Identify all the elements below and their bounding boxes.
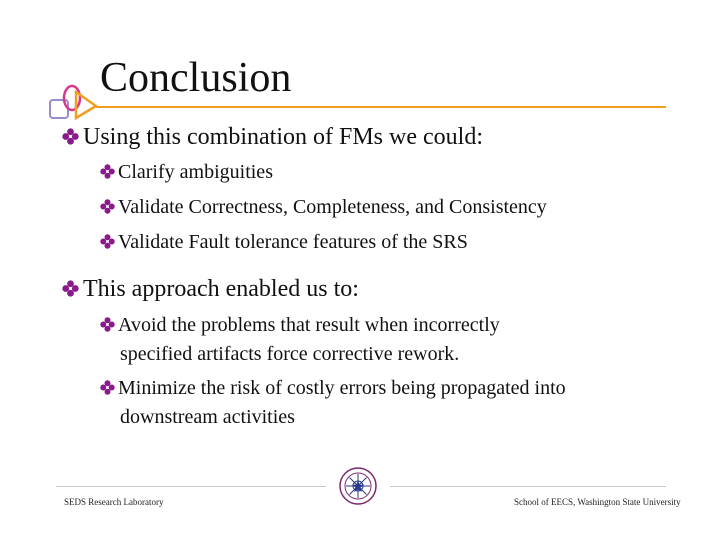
diamond-bullet-icon bbox=[62, 128, 79, 145]
page-title: Conclusion bbox=[100, 55, 292, 101]
sub-bullet-item bbox=[100, 158, 273, 186]
sub-bullet-continuation: downstream activities bbox=[120, 406, 295, 428]
sub-bullet-text: Avoid the problems that result when incorrectly bbox=[118, 314, 500, 336]
footer-divider-left bbox=[56, 486, 326, 487]
bullet-text: This approach enabled us to: bbox=[83, 276, 359, 302]
sub-bullet-continuation: specified artifacts force corrective rework. bbox=[120, 343, 460, 365]
diamond-bullet-icon bbox=[100, 380, 115, 395]
sub-bullet-item bbox=[100, 193, 547, 221]
diamond-bullet-icon bbox=[100, 317, 115, 332]
bullet-item bbox=[62, 122, 483, 152]
diamond-bullet-icon bbox=[100, 164, 115, 179]
diamond-bullet-icon bbox=[62, 280, 79, 297]
bullet-text: Using this combination of FMs we could: bbox=[83, 124, 483, 150]
sub-bullet-text: Validate Fault tolerance features of the SRS bbox=[118, 231, 468, 253]
diamond-bullet-icon bbox=[100, 234, 115, 249]
sub-bullet-text: Clarify ambiguities bbox=[118, 161, 273, 183]
sub-bullet-item bbox=[100, 311, 500, 339]
footer-left-text: SEDS Research Laboratory bbox=[64, 497, 164, 507]
footer-right-text: School of EECS, Washington State University bbox=[514, 497, 681, 507]
sub-bullet-text: Validate Correctness, Completeness, and Consistency bbox=[118, 196, 547, 218]
sub-bullet-item bbox=[100, 228, 468, 256]
sub-bullet-item bbox=[100, 374, 566, 402]
footer-divider-right bbox=[390, 486, 666, 487]
bullet-item bbox=[62, 274, 359, 304]
diamond-bullet-icon bbox=[100, 199, 115, 214]
university-seal-icon bbox=[338, 466, 378, 506]
title-underline bbox=[96, 106, 666, 108]
sub-bullet-text: Minimize the risk of costly errors being propagated into bbox=[118, 377, 566, 399]
